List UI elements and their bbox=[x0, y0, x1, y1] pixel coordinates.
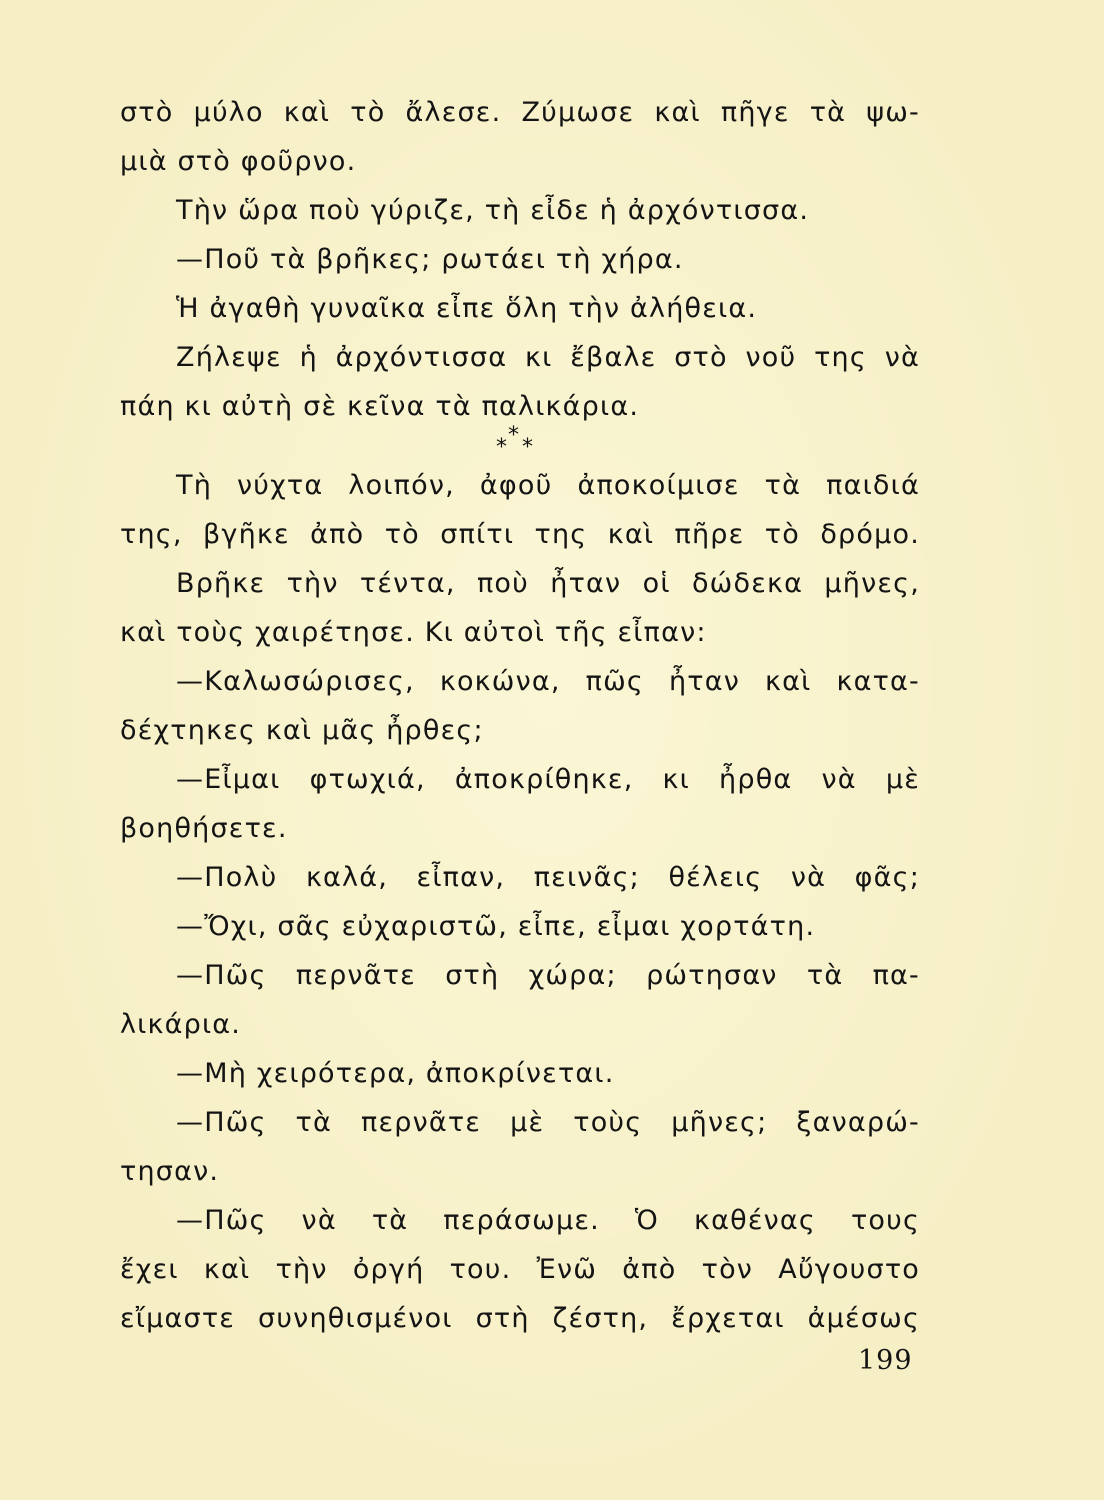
text-line: Τὴ νύχτα λοιπόν, ἀφοῦ ἀποκοίμισε τὰ παιδιά bbox=[176, 470, 920, 501]
text-line: —Πῶς νὰ τὰ περάσωμε. Ὁ καθένας τους bbox=[176, 1205, 920, 1236]
asterisk-left: * bbox=[496, 435, 507, 460]
text-line: —Ποῦ τὰ βρῆκες; ρωτάει τὴ χήρα. bbox=[176, 244, 684, 275]
text-line: —Πῶς τὰ περνᾶτε μὲ τοὺς μῆνες; ξαναρώ- bbox=[176, 1107, 920, 1138]
text-line: καὶ τοὺς χαιρέτησε. Κι αὐτοὶ τῆς εἶπαν: bbox=[120, 617, 707, 648]
text-line: εἴμαστε συνηθισμένοι στὴ ζέστη, ἔρχεται ἀμέσως bbox=[120, 1303, 920, 1334]
section-separator-asterisks bbox=[120, 423, 920, 463]
text-line: Τὴν ὥρα ποὺ γύριζε, τὴ εἶδε ἡ ἀρχόντισσα. bbox=[176, 195, 810, 226]
page-text bbox=[120, 88, 920, 1343]
text-line: λικάρια. bbox=[120, 1009, 242, 1040]
text-line: —Μὴ χειρότερα, ἀποκρίνεται. bbox=[176, 1058, 615, 1089]
text-line: Ἡ ἀγαθὴ γυναῖκα εἶπε ὅλη τὴν ἀλήθεια. bbox=[176, 293, 758, 324]
text-line: Βρῆκε τὴν τέντα, ποὺ ἦταν οἱ δώδεκα μῆνες, bbox=[176, 568, 920, 599]
text-line: στὸ μύλο καὶ τὸ ἄλεσε. Ζύμωσε καὶ πῆγε τὰ ψω- bbox=[120, 97, 920, 128]
text-line: μιὰ στὸ φοῦρνο. bbox=[120, 146, 357, 177]
text-line: —Πολὺ καλά, εἶπαν, πεινᾶς; θέλεις νὰ φᾶς; bbox=[176, 862, 920, 893]
text-line: —Πῶς περνᾶτε στὴ χώρα; ρώτησαν τὰ πα- bbox=[176, 960, 920, 991]
text-line: βοηθήσετε. bbox=[120, 813, 288, 844]
text-line: πάη κι αὐτὴ σὲ κεῖνα τὰ παλικάρια. bbox=[120, 391, 640, 422]
text-line: —Ὄχι, σᾶς εὐχαριστῶ, εἶπε, εἶμαι χορτάτη. bbox=[176, 911, 816, 942]
asterisk-top: * bbox=[508, 423, 519, 448]
text-line: —Εἶμαι φτωχιά, ἀποκρίθηκε, κι ἦρθα νὰ μὲ bbox=[176, 764, 920, 795]
text-line: ἔχει καὶ τὴν ὀργή του. Ἐνῶ ἀπὸ τὸν Αὔγουστο bbox=[120, 1254, 920, 1285]
page-number: 199 bbox=[858, 1345, 913, 1376]
text-line: της, βγῆκε ἀπὸ τὸ σπίτι της καὶ πῆρε τὸ δρόμο. bbox=[120, 519, 920, 550]
text-line: —Καλωσώρισες, κοκώνα, πῶς ἦταν καὶ κατα- bbox=[176, 666, 920, 697]
text-line: δέχτηκες καὶ μᾶς ἦρθες; bbox=[120, 715, 484, 746]
text-line: Ζήλεψε ἡ ἀρχόντισσα κι ἔβαλε στὸ νοῦ της νὰ bbox=[176, 342, 920, 373]
asterisk-right: * bbox=[522, 435, 533, 460]
text-line: τησαν. bbox=[120, 1156, 220, 1187]
